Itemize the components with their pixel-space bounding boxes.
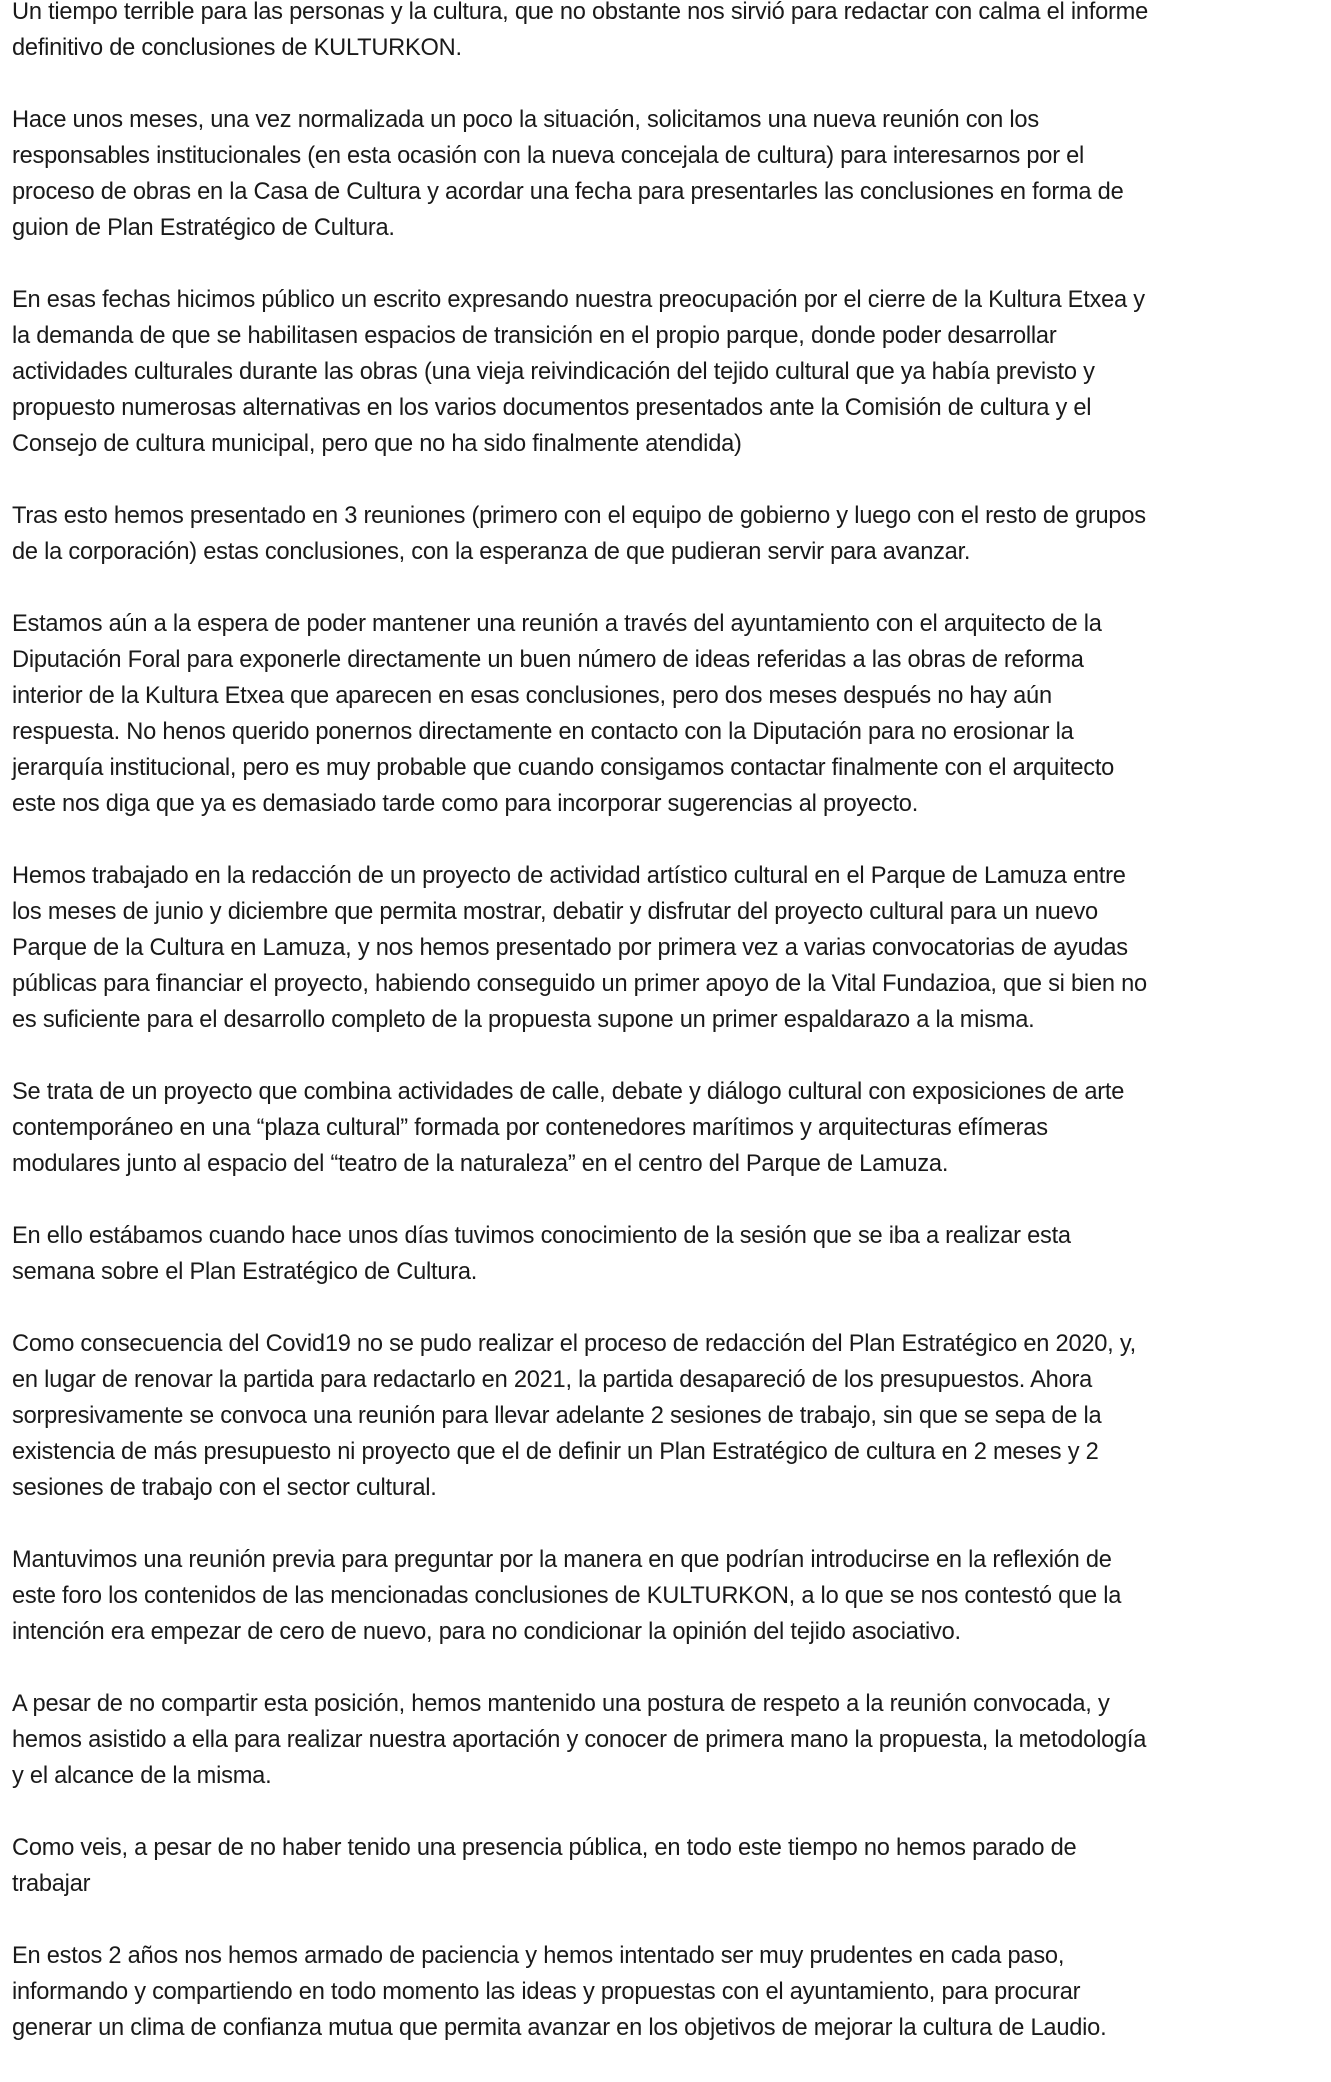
paragraph-2: Hace unos meses, una vez normalizada un poco la situación, solicitamos una nueva reunión con los responsables institucionales (en esta ocasión con la nueva concejala de cultura) para interesarnos por el proceso de obras en la Casa de Cultura y acordar una fecha para presentarles las conclusiones en forma de guion de Plan Estratégico de Cultura. — [12, 106, 1124, 241]
paragraph-7: Se trata de un proyecto que combina actividades de calle, debate y diálogo cultural con exposiciones de arte contemporáneo en una “plaza cultural” formada por contenedores marítimos y arquitecturas efímeras modulares junto al espacio del “teatro de la naturaleza” en el centro del Parque de Lamuza. — [12, 1078, 1125, 1177]
document-body — [12, 0, 1151, 2082]
paragraph-11: A pesar de no compartir esta posición, hemos mantenido una postura de respeto a la reunión convocada, y hemos asistido a ella para realizar nuestra aportación y conocer de primera mano la propuesta, la metodología y el alcance de la misma. — [12, 1690, 1147, 1789]
paragraph-12: Como veis, a pesar de no haber tenido una presencia pública, en todo este tiempo no hemos parado de trabajar — [12, 1834, 1077, 1897]
paragraph-6: Hemos trabajado en la redacción de un proyecto de actividad artístico cultural en el Parque de Lamuza entre los meses de junio y diciembre que permita mostrar, debatir y disfrutar del proyecto cultural para un nuevo Parque de la Cultura en Lamuza, y nos hemos presentado por primera vez a varias convocatorias de ayudas públicas para financiar el proyecto, habiendo conseguido un primer apoyo de la Vital Fundazioa, que si bien no es suficiente para el desarrollo completo de la propuesta supone un primer espaldarazo a la misma. — [12, 862, 1147, 1033]
paragraph-3: En esas fechas hicimos público un escrito expresando nuestra preocupación por el cierre de la Kultura Etxea y la demanda de que se habilitasen espacios de transición en el propio parque, donde poder desarrollar actividades culturales durante las obras (una vieja reivindicación del tejido cultural que ya había previsto y propuesto numerosas alternativas en los varios documentos presentados ante la Comisión de cultura y el Consejo de cultura municipal, pero que no ha sido finalmente atendida) — [12, 286, 1145, 457]
paragraph-1: Un tiempo terrible para las personas y la cultura, que no obstante nos sirvió para redactar con calma el informe definitivo de conclusiones de KULTURKON. — [12, 0, 1149, 61]
paragraph-13: En estos 2 años nos hemos armado de paciencia y hemos intentado ser muy prudentes en cada paso, informando y compartiendo en todo momento las ideas y propuestas con el ayuntamiento, para procurar generar un clima de confianza mutua que permita avanzar en los objetivos de mejorar la cultura de Laudio. — [12, 1942, 1107, 2041]
paragraph-8: En ello estábamos cuando hace unos días tuvimos conocimiento de la sesión que se iba a realizar esta semana sobre el Plan Estratégico de Cultura. — [12, 1222, 1071, 1285]
paragraph-10: Mantuvimos una reunión previa para preguntar por la manera en que podrían introducirse en la reflexión de este foro los contenidos de las mencionadas conclusiones de KULTURKON, a lo que se nos contestó que la intención era empezar de cero de nuevo, para no condicionar la opinión del tejido asociativo. — [12, 1546, 1122, 1645]
paragraph-9: Como consecuencia del Covid19 no se pudo realizar el proceso de redacción del Plan Estratégico en 2020, y, en lugar de renovar la partida para redactarlo en 2021, la partida desapareció de los presupuestos. Ahora sorpresivamente se convoca una reunión para llevar adelante 2 sesiones de trabajo, sin que se sepa de la existencia de más presupuesto ni proyecto que el de definir un Plan Estratégico de cultura en 2 meses y 2 sesiones de trabajo con el sector cultural. — [12, 1330, 1136, 1501]
paragraph-5: Estamos aún a la espera de poder mantener una reunión a través del ayuntamiento con el arquitecto de la Diputación Foral para exponerle directamente un buen número de ideas referidas a las obras de reforma interior de la Kultura Etxea que aparecen en esas conclusiones, pero dos meses después no hay aún respuesta. No henos querido ponernos directamente en contacto con la Diputación para no erosionar la jerarquía institucional, pero es muy probable que cuando consigamos contactar finalmente con el arquitecto este nos diga que ya es demasiado tarde como para incorporar sugerencias al proyecto. — [12, 610, 1115, 817]
paragraph-4: Tras esto hemos presentado en 3 reuniones (primero con el equipo de gobierno y luego con el resto de grupos de la corporación) estas conclusiones, con la esperanza de que pudieran servir para avanzar. — [12, 502, 1146, 565]
